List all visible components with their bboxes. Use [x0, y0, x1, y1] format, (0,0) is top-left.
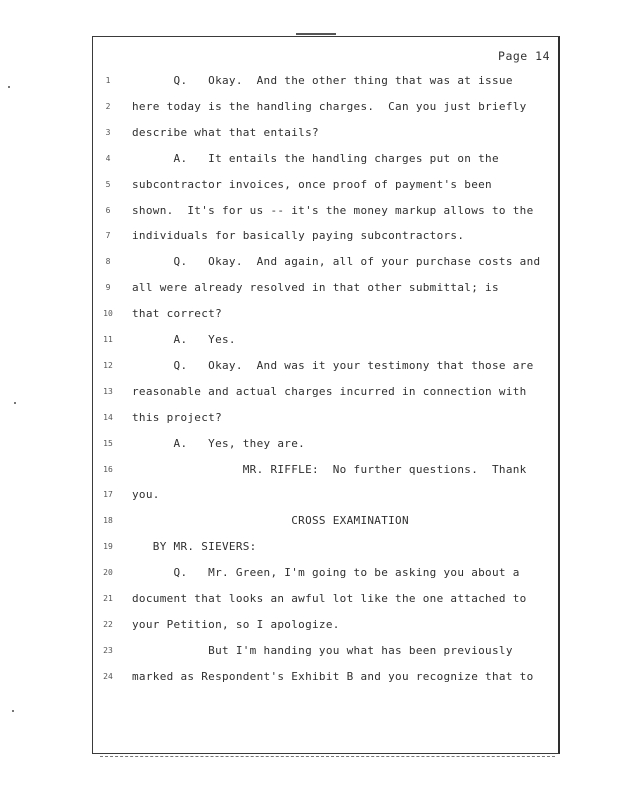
line-number: 6	[105, 205, 111, 215]
line-number: 19	[103, 542, 113, 552]
line-number: 2	[105, 101, 111, 111]
transcript-line	[93, 410, 558, 430]
line-text: CROSS EXAMINATION	[132, 514, 409, 528]
scan-speck	[8, 86, 10, 88]
line-text: subcontractor invoices, once proof of payment's been	[132, 177, 492, 191]
line-text: Q. Okay. And again, all of your purchase costs and	[132, 255, 541, 269]
transcript-line	[93, 177, 558, 197]
transcript-line	[93, 617, 558, 637]
line-text: Q. Mr. Green, I'm going to be asking you about a	[132, 566, 520, 580]
transcript-line	[93, 151, 558, 171]
line-number: 15	[103, 438, 113, 448]
transcript-line	[93, 358, 558, 378]
transcript-line	[93, 462, 558, 482]
line-number: 5	[105, 179, 111, 189]
line-text: describe what that entails?	[132, 125, 319, 139]
line-text: reasonable and actual charges incurred in connection with	[132, 384, 527, 398]
line-text: BY MR. SIEVERS:	[132, 540, 257, 554]
bottom-scan-line	[100, 756, 555, 757]
line-number: 18	[103, 516, 113, 526]
line-number: 4	[105, 153, 111, 163]
line-text: that correct?	[132, 307, 222, 321]
transcript-line	[93, 487, 558, 507]
line-text: here today is the handling charges. Can you just briefly	[132, 99, 527, 113]
line-number: 20	[103, 568, 113, 578]
transcript-line	[93, 539, 558, 559]
transcript-line	[93, 203, 558, 223]
line-text: But I'm handing you what has been previously	[132, 643, 513, 657]
scan-speck	[12, 710, 14, 712]
transcript-line	[93, 332, 558, 352]
line-text: document that looks an awful lot like the one attached to	[132, 592, 527, 605]
transcript-line	[93, 254, 558, 274]
transcript-line	[93, 643, 558, 663]
line-text: marked as Respondent's Exhibit B and you recognize that to	[132, 669, 534, 683]
transcript-line	[93, 436, 558, 456]
transcript-line	[93, 384, 558, 404]
line-text: Q. Okay. And was it your testimony that those are	[132, 358, 534, 372]
transcript-line	[93, 228, 558, 248]
line-text: you.	[132, 488, 160, 502]
line-number: 24	[103, 671, 113, 681]
transcript-line	[93, 306, 558, 326]
transcript-page	[92, 36, 560, 754]
line-number: 11	[103, 335, 113, 344]
line-text: A. It entails the handling charges put on the	[132, 151, 499, 165]
line-number: 9	[105, 283, 111, 293]
scan-speck	[14, 402, 16, 404]
line-number: 10	[103, 309, 113, 319]
line-number: 8	[105, 257, 111, 267]
line-text: this project?	[132, 410, 222, 424]
line-text: shown. It's for us -- it's the money markup allows to the	[132, 203, 534, 217]
line-text: A. Yes.	[132, 333, 236, 346]
page-number-label: Page 14	[498, 49, 550, 63]
top-scan-mark	[296, 33, 336, 35]
line-number: 13	[103, 386, 113, 396]
line-number: 3	[105, 127, 111, 137]
line-number: 17	[103, 490, 113, 500]
transcript-line	[93, 99, 558, 119]
line-text: your Petition, so I apologize.	[132, 617, 340, 631]
line-text: Q. Okay. And the other thing that was at issue	[132, 74, 513, 87]
transcript-line	[93, 669, 558, 689]
line-number: 21	[103, 594, 113, 603]
line-number: 14	[103, 412, 113, 422]
transcript-line	[93, 565, 558, 585]
line-number: 12	[103, 360, 113, 370]
line-number: 7	[105, 231, 111, 241]
line-number: 16	[103, 464, 113, 474]
line-number: 22	[103, 619, 113, 629]
transcript-line	[93, 280, 558, 300]
line-text: MR. RIFFLE: No further questions. Thank	[132, 462, 527, 476]
line-text: individuals for basically paying subcontractors.	[132, 229, 465, 243]
transcript-line	[93, 591, 558, 611]
line-number: 23	[103, 645, 113, 655]
transcript-line	[93, 125, 558, 145]
transcript-line	[93, 73, 558, 93]
line-number: 1	[105, 76, 111, 85]
line-text: all were already resolved in that other submittal; is	[132, 281, 499, 295]
transcript-line	[93, 513, 558, 533]
line-text: A. Yes, they are.	[132, 436, 306, 450]
